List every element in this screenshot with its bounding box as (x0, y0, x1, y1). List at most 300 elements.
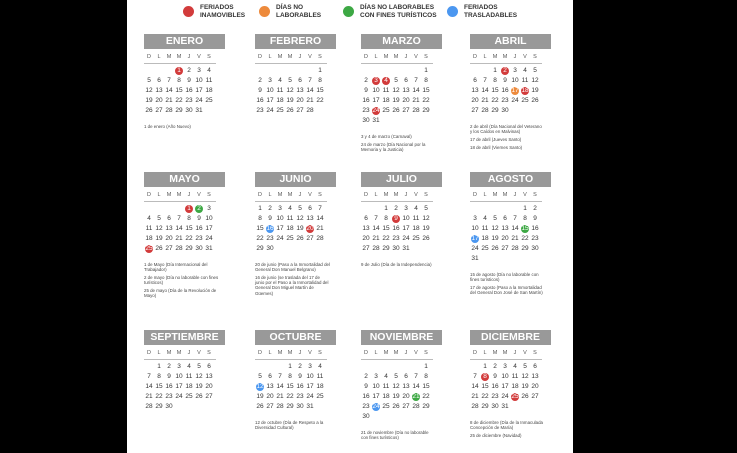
day-cell[interactable]: 21 (471, 393, 479, 400)
day-cell[interactable]: 29 (422, 403, 430, 410)
day-cell[interactable]: 1 (288, 363, 292, 370)
day-cell[interactable]: 3 (372, 77, 380, 85)
day-cell[interactable]: 18 (481, 235, 489, 242)
day-cell[interactable]: 1 (185, 205, 193, 213)
day-cell[interactable]: 22 (286, 393, 294, 400)
day-cell[interactable]: 1 (157, 363, 161, 370)
day-cell[interactable]: 7 (374, 215, 378, 222)
day-cell[interactable]: 31 (402, 245, 410, 252)
day-cell[interactable]: 31 (306, 403, 314, 410)
day-cell[interactable]: 5 (523, 363, 527, 370)
day-cell[interactable]: 6 (167, 215, 171, 222)
day-cell[interactable]: 15 (521, 225, 529, 232)
day-cell[interactable]: 16 (392, 225, 400, 232)
day-cell[interactable]: 30 (165, 403, 173, 410)
day-cell[interactable]: 14 (175, 225, 183, 232)
day-cell[interactable]: 4 (278, 77, 282, 84)
day-cell[interactable]: 6 (503, 215, 507, 222)
day-cell[interactable]: 25 (481, 245, 489, 252)
day-cell[interactable]: 24 (175, 393, 183, 400)
day-cell[interactable]: 18 (316, 383, 324, 390)
day-cell[interactable]: 24 (306, 393, 314, 400)
day-cell[interactable]: 23 (362, 403, 370, 410)
day-cell[interactable]: 20 (501, 235, 509, 242)
day-cell[interactable]: 21 (412, 97, 420, 104)
day-cell[interactable]: 13 (205, 373, 213, 380)
day-cell[interactable]: 20 (205, 383, 213, 390)
day-cell[interactable]: 11 (412, 215, 420, 222)
day-cell[interactable]: 16 (185, 87, 193, 94)
day-cell[interactable]: 12 (155, 225, 163, 232)
day-cell[interactable]: 28 (165, 107, 173, 114)
day-cell[interactable]: 23 (185, 97, 193, 104)
day-cell[interactable]: 15 (185, 225, 193, 232)
day-cell[interactable]: 29 (491, 107, 499, 114)
day-cell[interactable]: 27 (362, 245, 370, 252)
day-cell[interactable]: 21 (481, 97, 489, 104)
day-cell[interactable]: 14 (511, 225, 519, 232)
day-cell[interactable]: 18 (286, 225, 294, 232)
day-cell[interactable]: 28 (316, 235, 324, 242)
day-cell[interactable]: 27 (531, 393, 539, 400)
day-cell[interactable]: 25 (511, 393, 519, 400)
day-cell[interactable]: 28 (412, 403, 420, 410)
day-cell[interactable]: 28 (412, 107, 420, 114)
day-cell[interactable]: 2 (195, 205, 203, 213)
day-cell[interactable]: 5 (298, 205, 302, 212)
day-cell[interactable]: 21 (175, 235, 183, 242)
day-cell[interactable]: 17 (511, 87, 519, 94)
day-cell[interactable]: 10 (372, 87, 380, 94)
day-cell[interactable]: 22 (521, 235, 529, 242)
day-cell[interactable]: 23 (266, 235, 274, 242)
day-cell[interactable]: 19 (521, 383, 529, 390)
day-cell[interactable]: 13 (296, 87, 304, 94)
day-cell[interactable]: 6 (533, 363, 537, 370)
day-cell[interactable]: 15 (422, 87, 430, 94)
day-cell[interactable]: 9 (187, 77, 191, 84)
day-cell[interactable]: 6 (157, 77, 161, 84)
day-cell[interactable]: 12 (296, 215, 304, 222)
day-cell[interactable]: 7 (473, 373, 477, 380)
day-cell[interactable]: 3 (513, 67, 517, 74)
day-cell[interactable]: 13 (155, 87, 163, 94)
day-cell[interactable]: 1 (424, 363, 428, 370)
day-cell[interactable]: 31 (372, 117, 380, 124)
day-cell[interactable]: 4 (187, 363, 191, 370)
day-cell[interactable]: 13 (402, 87, 410, 94)
day-cell[interactable]: 9 (364, 383, 368, 390)
day-cell[interactable]: 23 (491, 393, 499, 400)
day-cell[interactable]: 11 (276, 87, 284, 94)
day-cell[interactable]: 20 (296, 97, 304, 104)
day-cell[interactable]: 26 (491, 245, 499, 252)
day-cell[interactable]: 2 (493, 363, 497, 370)
day-cell[interactable]: 22 (185, 235, 193, 242)
day-cell[interactable]: 5 (424, 205, 428, 212)
day-cell[interactable]: 26 (392, 107, 400, 114)
day-cell[interactable]: 24 (372, 107, 380, 114)
day-cell[interactable]: 4 (147, 215, 151, 222)
day-cell[interactable]: 9 (268, 215, 272, 222)
day-cell[interactable]: 5 (197, 363, 201, 370)
day-cell[interactable]: 11 (205, 77, 213, 84)
day-cell[interactable]: 24 (266, 107, 274, 114)
day-cell[interactable]: 27 (471, 107, 479, 114)
day-cell[interactable]: 1 (384, 205, 388, 212)
day-cell[interactable]: 22 (316, 97, 324, 104)
day-cell[interactable]: 26 (521, 393, 529, 400)
day-cell[interactable]: 13 (501, 225, 509, 232)
day-cell[interactable]: 2 (167, 363, 171, 370)
day-cell[interactable]: 25 (286, 235, 294, 242)
day-cell[interactable]: 31 (205, 245, 213, 252)
day-cell[interactable]: 2 (501, 67, 509, 75)
day-cell[interactable]: 27 (296, 107, 304, 114)
day-cell[interactable]: 31 (501, 403, 509, 410)
day-cell[interactable]: 10 (306, 373, 314, 380)
day-cell[interactable]: 7 (147, 373, 151, 380)
day-cell[interactable]: 2 (187, 67, 191, 74)
day-cell[interactable]: 6 (473, 77, 477, 84)
day-cell[interactable]: 20 (266, 393, 274, 400)
day-cell[interactable]: 23 (501, 97, 509, 104)
day-cell[interactable]: 26 (296, 235, 304, 242)
day-cell[interactable]: 14 (412, 87, 420, 94)
day-cell[interactable]: 26 (531, 97, 539, 104)
day-cell[interactable]: 11 (316, 373, 324, 380)
day-cell[interactable]: 10 (372, 383, 380, 390)
day-cell[interactable]: 5 (394, 373, 398, 380)
day-cell[interactable]: 7 (513, 215, 517, 222)
day-cell[interactable]: 3 (278, 205, 282, 212)
day-cell[interactable]: 25 (276, 107, 284, 114)
day-cell[interactable]: 26 (286, 107, 294, 114)
day-cell[interactable]: 1 (493, 67, 497, 74)
day-cell[interactable]: 24 (511, 97, 519, 104)
day-cell[interactable]: 23 (531, 235, 539, 242)
day-cell[interactable]: 4 (513, 363, 517, 370)
day-cell[interactable]: 26 (155, 245, 163, 252)
day-cell[interactable]: 21 (511, 235, 519, 242)
day-cell[interactable]: 17 (471, 235, 479, 242)
day-cell[interactable]: 1 (483, 363, 487, 370)
day-cell[interactable]: 20 (402, 393, 410, 400)
day-cell[interactable]: 10 (501, 373, 509, 380)
day-cell[interactable]: 9 (533, 215, 537, 222)
day-cell[interactable]: 11 (521, 77, 529, 84)
day-cell[interactable]: 21 (412, 393, 420, 400)
day-cell[interactable]: 9 (503, 77, 507, 84)
day-cell[interactable]: 22 (256, 235, 264, 242)
day-cell[interactable]: 12 (145, 87, 153, 94)
day-cell[interactable]: 30 (296, 403, 304, 410)
day-cell[interactable]: 1 (258, 205, 262, 212)
day-cell[interactable]: 16 (531, 225, 539, 232)
day-cell[interactable]: 15 (382, 225, 390, 232)
day-cell[interactable]: 14 (306, 87, 314, 94)
day-cell[interactable]: 19 (531, 87, 539, 94)
day-cell[interactable]: 20 (402, 97, 410, 104)
day-cell[interactable]: 28 (372, 245, 380, 252)
day-cell[interactable]: 20 (471, 97, 479, 104)
day-cell[interactable]: 24 (205, 235, 213, 242)
day-cell[interactable]: 19 (392, 97, 400, 104)
day-cell[interactable]: 30 (185, 107, 193, 114)
day-cell[interactable]: 12 (491, 225, 499, 232)
day-cell[interactable]: 15 (155, 383, 163, 390)
day-cell[interactable]: 8 (318, 77, 322, 84)
day-cell[interactable]: 8 (288, 373, 292, 380)
day-cell[interactable]: 1 (318, 67, 322, 74)
day-cell[interactable]: 29 (185, 245, 193, 252)
day-cell[interactable]: 29 (422, 107, 430, 114)
day-cell[interactable]: 4 (414, 205, 418, 212)
day-cell[interactable]: 18 (412, 225, 420, 232)
day-cell[interactable]: 21 (145, 393, 153, 400)
day-cell[interactable]: 15 (316, 87, 324, 94)
day-cell[interactable]: 27 (205, 393, 213, 400)
day-cell[interactable]: 16 (256, 97, 264, 104)
day-cell[interactable]: 4 (523, 67, 527, 74)
day-cell[interactable]: 30 (501, 107, 509, 114)
day-cell[interactable]: 13 (266, 383, 274, 390)
day-cell[interactable]: 23 (256, 107, 264, 114)
day-cell[interactable]: 25 (316, 393, 324, 400)
day-cell[interactable]: 4 (384, 373, 388, 380)
day-cell[interactable]: 22 (491, 97, 499, 104)
day-cell[interactable]: 9 (493, 373, 497, 380)
day-cell[interactable]: 30 (362, 413, 370, 420)
day-cell[interactable]: 24 (372, 403, 380, 410)
day-cell[interactable]: 28 (471, 403, 479, 410)
day-cell[interactable]: 24 (501, 393, 509, 400)
day-cell[interactable]: 2 (364, 77, 368, 84)
day-cell[interactable]: 28 (145, 403, 153, 410)
day-cell[interactable]: 30 (266, 245, 274, 252)
day-cell[interactable]: 7 (308, 77, 312, 84)
day-cell[interactable]: 21 (372, 235, 380, 242)
day-cell[interactable]: 10 (511, 77, 519, 84)
day-cell[interactable]: 19 (491, 235, 499, 242)
day-cell[interactable]: 8 (258, 215, 262, 222)
day-cell[interactable]: 4 (207, 67, 211, 74)
day-cell[interactable]: 17 (276, 225, 284, 232)
day-cell[interactable]: 27 (266, 403, 274, 410)
day-cell[interactable]: 12 (256, 383, 264, 390)
day-cell[interactable]: 15 (256, 225, 264, 232)
day-cell[interactable]: 12 (422, 215, 430, 222)
day-cell[interactable]: 15 (481, 383, 489, 390)
day-cell[interactable]: 22 (382, 235, 390, 242)
day-cell[interactable]: 25 (205, 97, 213, 104)
day-cell[interactable]: 18 (382, 97, 390, 104)
day-cell[interactable]: 16 (296, 383, 304, 390)
day-cell[interactable]: 22 (175, 97, 183, 104)
day-cell[interactable]: 16 (362, 393, 370, 400)
day-cell[interactable]: 2 (533, 205, 537, 212)
day-cell[interactable]: 13 (531, 373, 539, 380)
day-cell[interactable]: 11 (481, 225, 489, 232)
day-cell[interactable]: 21 (165, 97, 173, 104)
day-cell[interactable]: 29 (155, 403, 163, 410)
day-cell[interactable]: 15 (175, 87, 183, 94)
day-cell[interactable]: 14 (165, 87, 173, 94)
day-cell[interactable]: 2 (298, 363, 302, 370)
day-cell[interactable]: 23 (392, 235, 400, 242)
day-cell[interactable]: 25 (382, 107, 390, 114)
day-cell[interactable]: 1 (424, 67, 428, 74)
day-cell[interactable]: 19 (195, 383, 203, 390)
day-cell[interactable]: 18 (511, 383, 519, 390)
day-cell[interactable]: 10 (195, 77, 203, 84)
day-cell[interactable]: 3 (503, 363, 507, 370)
day-cell[interactable]: 18 (145, 235, 153, 242)
day-cell[interactable]: 8 (424, 373, 428, 380)
day-cell[interactable]: 30 (392, 245, 400, 252)
day-cell[interactable]: 5 (493, 215, 497, 222)
day-cell[interactable]: 24 (402, 235, 410, 242)
day-cell[interactable]: 11 (382, 383, 390, 390)
day-cell[interactable]: 12 (392, 87, 400, 94)
day-cell[interactable]: 27 (155, 107, 163, 114)
day-cell[interactable]: 20 (306, 225, 314, 232)
day-cell[interactable]: 8 (157, 373, 161, 380)
day-cell[interactable]: 26 (392, 403, 400, 410)
day-cell[interactable]: 19 (422, 225, 430, 232)
day-cell[interactable]: 4 (382, 77, 390, 85)
day-cell[interactable]: 20 (531, 383, 539, 390)
day-cell[interactable]: 11 (511, 373, 519, 380)
day-cell[interactable]: 26 (195, 393, 203, 400)
day-cell[interactable]: 26 (145, 107, 153, 114)
day-cell[interactable]: 11 (286, 215, 294, 222)
day-cell[interactable]: 17 (372, 97, 380, 104)
day-cell[interactable]: 6 (268, 373, 272, 380)
day-cell[interactable]: 3 (197, 67, 201, 74)
day-cell[interactable]: 17 (306, 383, 314, 390)
day-cell[interactable]: 22 (422, 97, 430, 104)
day-cell[interactable]: 8 (187, 215, 191, 222)
day-cell[interactable]: 10 (471, 225, 479, 232)
day-cell[interactable]: 18 (185, 383, 193, 390)
day-cell[interactable]: 11 (185, 373, 193, 380)
day-cell[interactable]: 3 (308, 363, 312, 370)
day-cell[interactable]: 18 (382, 393, 390, 400)
day-cell[interactable]: 31 (195, 107, 203, 114)
day-cell[interactable]: 15 (491, 87, 499, 94)
day-cell[interactable]: 19 (155, 235, 163, 242)
day-cell[interactable]: 28 (481, 107, 489, 114)
day-cell[interactable]: 13 (471, 87, 479, 94)
day-cell[interactable]: 18 (205, 87, 213, 94)
day-cell[interactable]: 2 (268, 205, 272, 212)
day-cell[interactable]: 5 (288, 77, 292, 84)
day-cell[interactable]: 9 (197, 215, 201, 222)
day-cell[interactable]: 21 (316, 225, 324, 232)
day-cell[interactable]: 24 (276, 235, 284, 242)
day-cell[interactable]: 22 (481, 393, 489, 400)
day-cell[interactable]: 9 (392, 215, 400, 223)
day-cell[interactable]: 6 (207, 363, 211, 370)
day-cell[interactable]: 13 (402, 383, 410, 390)
day-cell[interactable]: 24 (195, 97, 203, 104)
day-cell[interactable]: 9 (167, 373, 171, 380)
day-cell[interactable]: 8 (177, 77, 181, 84)
day-cell[interactable]: 23 (195, 235, 203, 242)
day-cell[interactable]: 3 (268, 77, 272, 84)
day-cell[interactable]: 5 (394, 77, 398, 84)
day-cell[interactable]: 22 (155, 393, 163, 400)
day-cell[interactable]: 4 (318, 363, 322, 370)
day-cell[interactable]: 19 (286, 97, 294, 104)
day-cell[interactable]: 6 (308, 205, 312, 212)
day-cell[interactable]: 31 (471, 255, 479, 262)
day-cell[interactable]: 22 (422, 393, 430, 400)
day-cell[interactable]: 20 (155, 97, 163, 104)
day-cell[interactable]: 19 (145, 97, 153, 104)
day-cell[interactable]: 28 (175, 245, 183, 252)
day-cell[interactable]: 14 (372, 225, 380, 232)
day-cell[interactable]: 29 (382, 245, 390, 252)
day-cell[interactable]: 11 (145, 225, 153, 232)
day-cell[interactable]: 16 (362, 97, 370, 104)
day-cell[interactable]: 9 (364, 87, 368, 94)
day-cell[interactable]: 5 (147, 77, 151, 84)
day-cell[interactable]: 10 (266, 87, 274, 94)
day-cell[interactable]: 12 (531, 77, 539, 84)
day-cell[interactable]: 17 (195, 87, 203, 94)
day-cell[interactable]: 4 (483, 215, 487, 222)
day-cell[interactable]: 8 (493, 77, 497, 84)
day-cell[interactable]: 27 (402, 107, 410, 114)
day-cell[interactable]: 14 (412, 383, 420, 390)
day-cell[interactable]: 6 (404, 373, 408, 380)
day-cell[interactable]: 14 (145, 383, 153, 390)
day-cell[interactable]: 17 (205, 225, 213, 232)
day-cell[interactable]: 16 (491, 383, 499, 390)
day-cell[interactable]: 19 (296, 225, 304, 232)
day-cell[interactable]: 7 (177, 215, 181, 222)
day-cell[interactable]: 16 (501, 87, 509, 94)
day-cell[interactable]: 27 (165, 245, 173, 252)
day-cell[interactable]: 25 (382, 403, 390, 410)
day-cell[interactable]: 21 (276, 393, 284, 400)
day-cell[interactable]: 12 (392, 383, 400, 390)
day-cell[interactable]: 30 (531, 245, 539, 252)
day-cell[interactable]: 6 (404, 77, 408, 84)
day-cell[interactable]: 8 (523, 215, 527, 222)
day-cell[interactable]: 5 (258, 373, 262, 380)
day-cell[interactable]: 7 (278, 373, 282, 380)
day-cell[interactable]: 29 (521, 245, 529, 252)
day-cell[interactable]: 23 (296, 393, 304, 400)
day-cell[interactable]: 5 (157, 215, 161, 222)
day-cell[interactable]: 17 (372, 393, 380, 400)
day-cell[interactable]: 14 (471, 383, 479, 390)
day-cell[interactable]: 23 (165, 393, 173, 400)
day-cell[interactable]: 29 (175, 107, 183, 114)
day-cell[interactable]: 10 (175, 373, 183, 380)
day-cell[interactable]: 12 (286, 87, 294, 94)
day-cell[interactable]: 26 (422, 235, 430, 242)
day-cell[interactable]: 9 (258, 87, 262, 94)
day-cell[interactable]: 12 (195, 373, 203, 380)
day-cell[interactable]: 28 (276, 403, 284, 410)
day-cell[interactable]: 8 (424, 77, 428, 84)
day-cell[interactable]: 18 (521, 87, 529, 94)
day-cell[interactable]: 6 (298, 77, 302, 84)
